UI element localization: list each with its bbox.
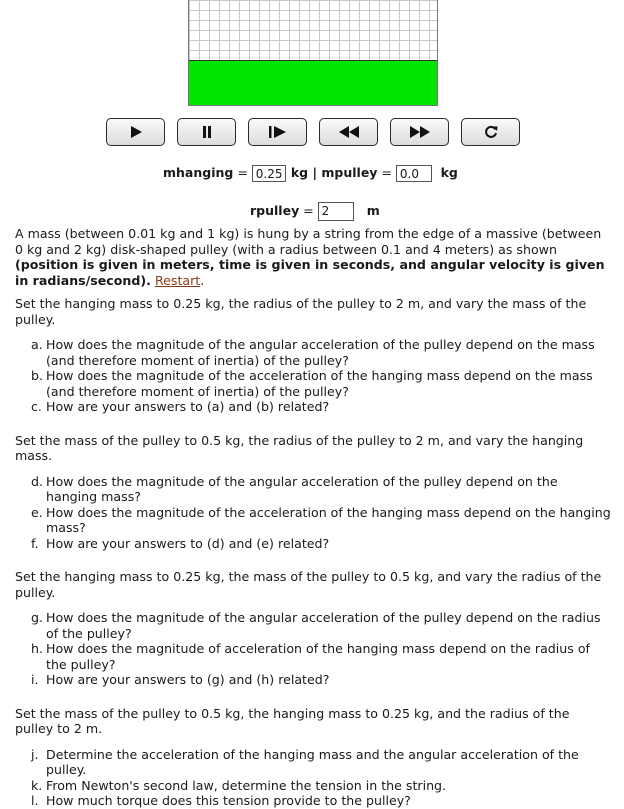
question-j: j. Determine the acceleration of the hanging mass and the angular acceleration of the pulley. [31, 746, 579, 777]
question-k: k. From Newton's second law, determine the tension in the string. [31, 777, 447, 793]
fast-forward-button[interactable] [390, 118, 449, 146]
question-f: f. How are your answers to (d) and (e) related? [31, 535, 330, 551]
question-h: h. How does the magnitude of acceleration of the hanging mass depend on the radius of the pulley? [31, 641, 590, 672]
m-unit: m [366, 203, 380, 218]
simulation-canvas [188, 0, 438, 106]
r-pulley-label: rpulley [250, 203, 300, 218]
refresh-icon [483, 124, 499, 140]
pause-button[interactable] [177, 118, 236, 146]
section-4-questions [15, 747, 611, 809]
rewind-button[interactable] [319, 118, 378, 146]
kg-separator: kg | [290, 165, 322, 180]
question-i: i. How are your answers to (g) and (h) related? [31, 672, 330, 687]
fast-forward-icon [408, 124, 432, 140]
section-1-text: Set the hanging mass to 0.25 kg, the radius of the pulley to 2 m, and vary the mass of the pulley. [15, 296, 587, 327]
playback-controls [106, 118, 520, 146]
hanging-mass-block [189, 60, 437, 106]
section-3-text: Set the hanging mass to 0.25 kg, the mass of the pulley to 0.5 kg, and vary the radius of the pulley. [15, 569, 602, 600]
intro-paragraph: A mass (between 0.01 kg and 1 kg) is hung by a string from the edge of a massive (between 0 kg and 2 kg) disk-shaped pulley (with a radius between 0.1 and 4 meters) as shown (position is given in meters, time is given in seconds, and angular velocity is given in radians/second). Restart. [15, 226, 605, 288]
question-l: l. How much torque does this tension provide to the pulley? [31, 793, 411, 808]
section-2-text: Set the mass of the pulley to 0.5 kg, the radius of the pulley to 2 m, and vary the hanging mass. [15, 432, 584, 463]
m-hanging-label: mhanging [163, 165, 234, 180]
m-pulley-label: mpulley [321, 165, 378, 180]
question-d: d. How does the magnitude of the angular acceleration of the pulley depend on the hanging mass? [31, 473, 558, 504]
question-c: c. How are your answers to (a) and (b) related? [31, 399, 330, 414]
kg-unit: kg [440, 165, 458, 180]
problem-text [15, 226, 611, 809]
rewind-icon [337, 124, 361, 140]
r-pulley-input[interactable]: 2 [318, 202, 354, 221]
section-3-questions [15, 610, 611, 688]
radius-parameter: rpulley = 2 m [250, 202, 380, 221]
step-forward-icon [267, 124, 289, 140]
step-forward-button[interactable] [248, 118, 307, 146]
question-a: a. How does the magnitude of the angular acceleration of the pulley depend on the mass (and therefore moment of inertia) of the pulley? [31, 337, 595, 368]
question-b: b. How does the magnitude of the acceleration of the hanging mass depend on the mass (and therefore moment of inertia) of the pulley? [31, 368, 593, 399]
restart-link[interactable]: Restart [154, 272, 201, 288]
question-g: g. How does the magnitude of the angular acceleration of the pulley depend on the radius of the pulley? [31, 610, 601, 641]
play-icon [128, 124, 144, 140]
play-button[interactable] [106, 118, 165, 146]
section-2-questions [15, 474, 611, 552]
section-4-text: Set the mass of the pulley to 0.5 kg, the hanging mass to 0.25 kg, and the radius of the pulley to 2 m. [15, 705, 570, 736]
mass-parameters: mhanging = 0.25 kg | mpulley = 0.0 kg [163, 165, 458, 181]
background-grid [189, 0, 437, 60]
m-pulley-input[interactable]: 0.0 [396, 165, 432, 182]
section-1-questions [15, 337, 611, 415]
pause-icon [199, 124, 215, 140]
reset-button[interactable] [461, 118, 520, 146]
units-note: (position is given in meters, time is given in seconds, and angular velocity is given in radians/second). [15, 257, 605, 288]
m-hanging-input[interactable]: 0.25 [252, 165, 287, 182]
question-e: e. How does the magnitude of the acceleration of the hanging mass depend on the hanging mass? [31, 504, 611, 535]
